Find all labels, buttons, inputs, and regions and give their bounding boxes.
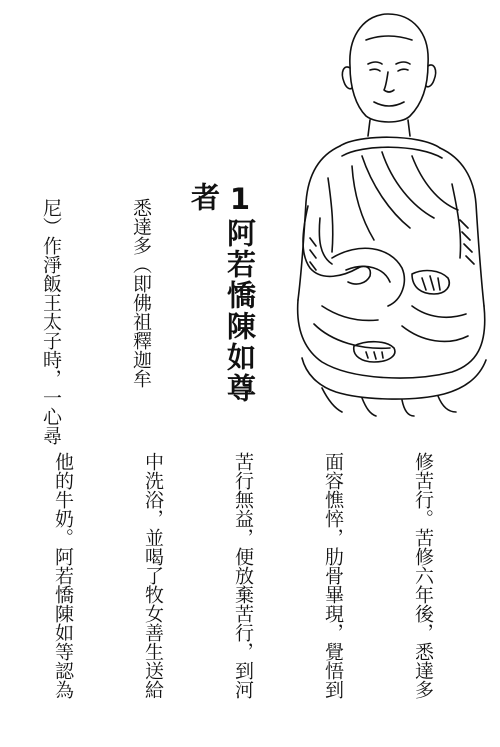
upper-text-block [36,198,216,445]
lower-text-block [8,452,498,742]
text-column: 尼）作淨飯王太子時，一心尋 [40,198,62,445]
section-title [187,182,258,422]
title-name: 阿若憍陳如尊者 [187,182,257,404]
text-column: 面容憔悴，肋骨畢現，覺悟到 [322,452,344,699]
title-number: 1 [223,182,257,218]
arhat-illustration [262,6,498,418]
text-column: 悉達多（即佛祖釋迦牟 [130,198,152,388]
text-column: 修苦行。苦修六年後，悉達多 [412,452,434,699]
text-column: 他的牛奶。阿若憍陳如等認為 [52,452,74,699]
text-column: 中洗浴，並喝了牧女善生送給 [142,452,164,699]
text-column: 苦行無益，便放棄苦行，到河 [232,452,254,699]
